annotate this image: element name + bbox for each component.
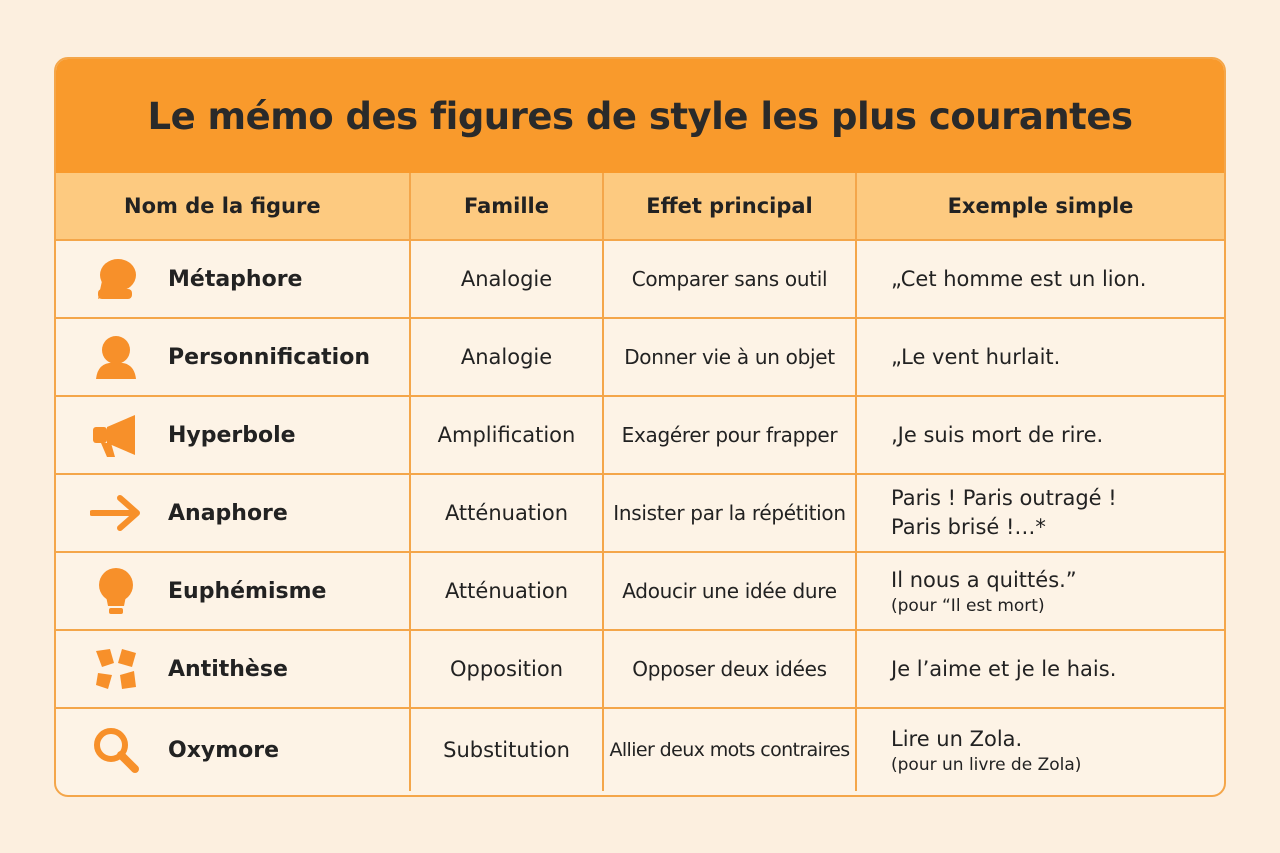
effect-cell: Exagérer pour frapper xyxy=(603,396,856,474)
name-cell xyxy=(56,318,410,396)
family-cell: Analogie xyxy=(410,318,603,396)
speech-bubble-icon xyxy=(90,253,142,305)
example-cell xyxy=(856,240,1224,318)
example-text: Lire un Zola. xyxy=(891,726,1023,751)
table-header-row xyxy=(56,173,1224,240)
example-note: (pour “Il est mort) xyxy=(891,595,1045,616)
family-cell: Atténuation xyxy=(410,474,603,552)
figure-name: Hyperbole xyxy=(168,422,296,448)
example-text: „Le vent hurlait. xyxy=(891,344,1061,369)
header-family: Famille xyxy=(410,173,603,240)
example-text: Paris ! Paris outragé ! xyxy=(891,486,1117,510)
family-cell: Amplification xyxy=(410,396,603,474)
page-title: Le mémo des figures de style les plus courantes xyxy=(147,94,1133,138)
example-cell xyxy=(856,396,1224,474)
example-cell xyxy=(856,318,1224,396)
person-icon xyxy=(90,331,142,383)
table-row xyxy=(56,708,1224,791)
table-row xyxy=(56,240,1224,318)
table-row xyxy=(56,474,1224,552)
table-row xyxy=(56,396,1224,474)
lightbulb-icon xyxy=(90,565,142,617)
effect-cell: Comparer sans outil xyxy=(603,240,856,318)
family-cell: Substitution xyxy=(410,708,603,791)
effect-cell: Allier deux mots contraires xyxy=(603,708,856,791)
magnifier-icon xyxy=(90,724,142,776)
example-text: Il nous a quittés.” xyxy=(891,567,1077,592)
effect-cell: Donner vie à un objet xyxy=(603,318,856,396)
family-cell: Opposition xyxy=(410,630,603,708)
example-cell xyxy=(856,552,1224,630)
example-cell xyxy=(856,474,1224,552)
family-cell: Analogie xyxy=(410,240,603,318)
opposing-shapes-icon xyxy=(90,643,142,695)
title-bar xyxy=(56,59,1224,173)
figure-name: Anaphore xyxy=(168,500,288,526)
name-cell xyxy=(56,630,410,708)
example-text: „Cet homme est un lion. xyxy=(891,266,1147,291)
table-row xyxy=(56,630,1224,708)
example-note: (pour un livre de Zola) xyxy=(891,754,1082,775)
family-cell: Atténuation xyxy=(410,552,603,630)
example-text: Je l’aime et je le hais. xyxy=(891,656,1117,681)
figure-name: Euphémisme xyxy=(168,578,327,604)
figure-name: Antithèse xyxy=(168,656,288,682)
example-cell xyxy=(856,708,1224,791)
example-note: Paris brisé !…* xyxy=(891,515,1046,539)
header-effect: Effet principal xyxy=(603,173,856,240)
header-example: Exemple simple xyxy=(856,173,1224,240)
figures-table xyxy=(56,173,1224,791)
effect-cell: Insister par la répétition xyxy=(603,474,856,552)
figure-name: Personnification xyxy=(168,344,370,370)
name-cell xyxy=(56,552,410,630)
figures-table-card xyxy=(54,57,1226,797)
table-row xyxy=(56,318,1224,396)
figure-name: Oxymore xyxy=(168,737,280,763)
name-cell xyxy=(56,240,410,318)
name-cell xyxy=(56,474,410,552)
example-text: ‚Je suis mort de rire. xyxy=(891,422,1104,447)
arrow-right-icon xyxy=(90,487,142,539)
effect-cell: Adoucir une idée dure xyxy=(603,552,856,630)
example-cell xyxy=(856,630,1224,708)
header-name: Nom de la figure xyxy=(56,173,410,240)
figure-name: Métaphore xyxy=(168,266,303,292)
effect-cell: Opposer deux idées xyxy=(603,630,856,708)
name-cell xyxy=(56,708,410,791)
megaphone-icon xyxy=(90,409,142,461)
name-cell xyxy=(56,396,410,474)
table-row xyxy=(56,552,1224,630)
